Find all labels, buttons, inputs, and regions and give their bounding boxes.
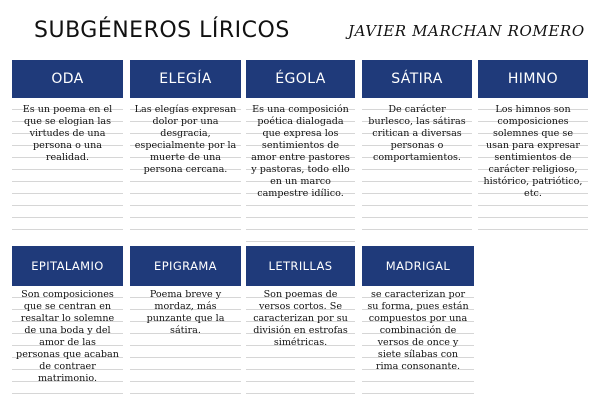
card-text: se caracterizan por su forma, pues están compuestos por una combinación de versos de once y siete sílabas con rima consonante. [367, 289, 469, 372]
card-madrigal [362, 246, 474, 394]
lined-area [12, 286, 123, 394]
lined-area [130, 286, 241, 394]
card-header: EPIGRAMA [130, 246, 241, 286]
card-text: Es una composición poética dialogada que expresa los sentimientos de amor entre pastores y pastoras, todo ello en un marco campestre idílico. [251, 104, 350, 199]
lined-area [246, 286, 355, 394]
lined-area [362, 286, 474, 394]
card-header: ELEGÍA [130, 60, 241, 98]
card-epigrama [130, 246, 241, 394]
card-text: De carácter burlesco, las sátiras critican a diversas personas o comportamientos. [368, 104, 466, 163]
card-header: EPITALAMIO [12, 246, 123, 286]
card-text: Las elegías expresan dolor por una desgracia, especialmente por la muerte de una persona cercana. [134, 104, 237, 175]
card-text: Los himnos son composiciones solemnes que se usan para expresar sentimientos de carácter religioso, histórico, patriótico, etc. [483, 104, 583, 199]
card-himno [478, 60, 588, 240]
card-header: MADRIGAL [362, 246, 474, 286]
card-egola [246, 60, 355, 254]
card-letrillas [246, 246, 355, 394]
card-text: Son poemas de versos cortos. Se caracterizan por su división en estrofas simétricas. [253, 289, 348, 348]
card-header: ODA [12, 60, 123, 98]
card-text: Poema breve y mordaz, más punzante que la sátira. [146, 289, 225, 336]
author-name: JAVIER MARCHAN ROMERO [348, 22, 585, 40]
card-elegia [130, 60, 241, 240]
card-header: SÁTIRA [362, 60, 472, 98]
lined-area [478, 98, 588, 240]
card-epitalamio [12, 246, 123, 394]
card-header: ÉGOLA [246, 60, 355, 98]
lined-area [246, 98, 355, 254]
card-text: Son composiciones que se centran en resaltar lo solemne de una boda y del amor de las personas que acaban de contraer matrimonio. [16, 289, 119, 384]
card-header: LETRILLAS [246, 246, 355, 286]
card-text: Es un poema en el que se elogian las virtudes de una persona o una realidad. [22, 104, 113, 163]
card-oda [12, 60, 123, 240]
card-header: HIMNO [478, 60, 588, 98]
lined-area [12, 98, 123, 240]
card-satira [362, 60, 472, 240]
lined-area [130, 98, 241, 240]
page-title: SUBGÉNEROS LÍRICOS [34, 18, 290, 43]
lined-area [362, 98, 472, 240]
